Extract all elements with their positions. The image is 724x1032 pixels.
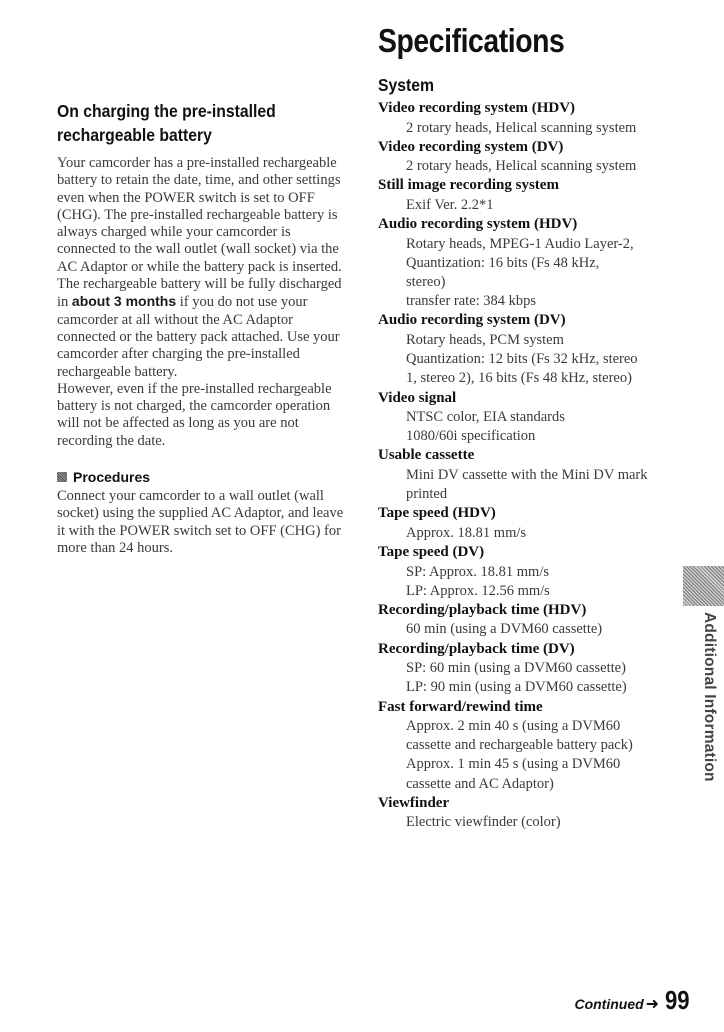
page-footer [574,985,694,1016]
side-tab-marker [683,566,724,606]
spec-item [378,138,678,177]
spec-value: 60 min (using a DVM60 cassette) [406,621,603,638]
spec-value: Approx. 18.81 mm/s [406,524,527,541]
spec-value: Exif Ver. 2.2*1 [406,196,494,213]
spec-value: stereo) [406,274,446,291]
spec-item [378,794,678,833]
charging-body [57,155,349,450]
page-title: Specifications [378,22,565,59]
spec-value: 1080/60i specification [406,428,536,445]
continued-label: Continued [574,996,644,1012]
spec-label: Fast forward/rewind time [378,698,543,715]
spec-item [378,446,678,504]
charging-body-text-cont: if you do not use your camcorder at all without the AC Adaptor connected or the battery pack attached. Use your camcorder after charging the pre-installed rechargeable battery. [57,294,340,380]
spec-label: Recording/playback time (HDV) [378,601,587,618]
spec-value: LP: Approx. 12.56 mm/s [406,582,550,599]
spec-item [378,640,678,698]
spec-value: Rotary heads, PCM system [406,331,564,348]
procedures-body: Connect your camcorder to a wall outlet (wall socket) using the supplied AC Adaptor, and leave it with the POWER switch set to OFF (CHG) for more than 24 hours. [57,488,344,556]
spec-label: Usable cassette [378,447,475,464]
system-heading: System [378,75,435,95]
spec-value: 1, stereo 2), 16 bits (Fs 48 kHz, stereo) [406,370,632,387]
spec-label: Video recording system (HDV) [378,100,576,116]
charging-body-para2: However, even if the pre-installed rechargeable battery is not charged, the camcorder operation will not be affected as long as you are not recording the date. [57,380,332,449]
spec-value: Quantization: 12 bits (Fs 32 kHz, stereo [406,351,638,368]
charging-heading [57,99,345,147]
right-column [378,75,678,833]
charging-heading-line1: On charging the pre-installed [57,101,276,121]
spec-label: Audio recording system (HDV) [378,216,578,233]
spec-value: Quantization: 16 bits (Fs 48 kHz, [406,254,600,271]
spec-label: Still image recording system [378,177,559,194]
spec-value: Approx. 1 min 45 s (using a DVM60 [406,756,621,773]
spec-label: Tape speed (HDV) [378,505,496,522]
spec-label: Recording/playback time (DV) [378,640,575,657]
charging-body-bold: about 3 months [71,293,177,310]
spec-value: 2 rotary heads, Helical scanning system [406,119,637,136]
spec-item [378,601,678,640]
spec-item [378,176,678,215]
side-tab-label: Additional Information [701,612,718,782]
spec-label: Video recording system (DV) [378,138,564,155]
procedures-heading-label: Procedures [73,469,151,486]
spec-value: Rotary heads, MPEG-1 Audio Layer-2, [406,235,634,252]
spec-value: Electric viewfinder (color) [406,814,561,831]
charging-body-text: Your camcorder has a pre-installed rechargeable battery to retain the date, time, and other settings even when the POWER switch is set to OFF (CHG). The pre-installed rechargeable battery is always charged while your camcorder is connected to the wall outlet (wall socket) via the AC Adaptor or while the battery pack is inserted. The rechargeable battery will be fully discharged in [57,155,342,311]
spec-label: Viewfinder [378,794,450,811]
page-number: 99 [665,985,690,1015]
spec-value: NTSC color, EIA standards [406,409,565,426]
spec-value: transfer rate: 384 kbps [406,293,537,310]
charging-heading-line2: rechargeable battery [57,125,212,145]
spec-value: Mini DV cassette with the Mini DV mark [406,466,648,483]
spec-item [378,215,678,311]
spec-item [378,311,678,388]
spec-item [378,504,678,543]
procedures-heading [57,469,349,485]
spec-value: cassette and AC Adaptor) [406,775,554,792]
spec-label: Audio recording system (DV) [378,312,566,329]
spec-item [378,543,678,601]
spec-value: SP: Approx. 18.81 mm/s [406,563,550,580]
spec-value: printed [406,486,448,503]
arrow-right-icon: ➜ [645,994,660,1013]
spec-value: LP: 90 min (using a DVM60 cassette) [406,679,627,696]
spec-item [378,698,678,794]
side-tab [684,612,724,782]
spec-label: Tape speed (DV) [378,544,485,561]
spec-value: cassette and rechargeable battery pack) [406,737,633,754]
spec-item [378,389,678,447]
left-column [57,99,349,557]
square-bullet-icon [57,472,67,482]
spec-label: Video signal [378,389,457,406]
spec-item [378,99,678,138]
spec-value: Approx. 2 min 40 s (using a DVM60 [406,718,621,735]
spec-value: 2 rotary heads, Helical scanning system [406,158,637,175]
spec-value: SP: 60 min (using a DVM60 cassette) [406,660,626,677]
